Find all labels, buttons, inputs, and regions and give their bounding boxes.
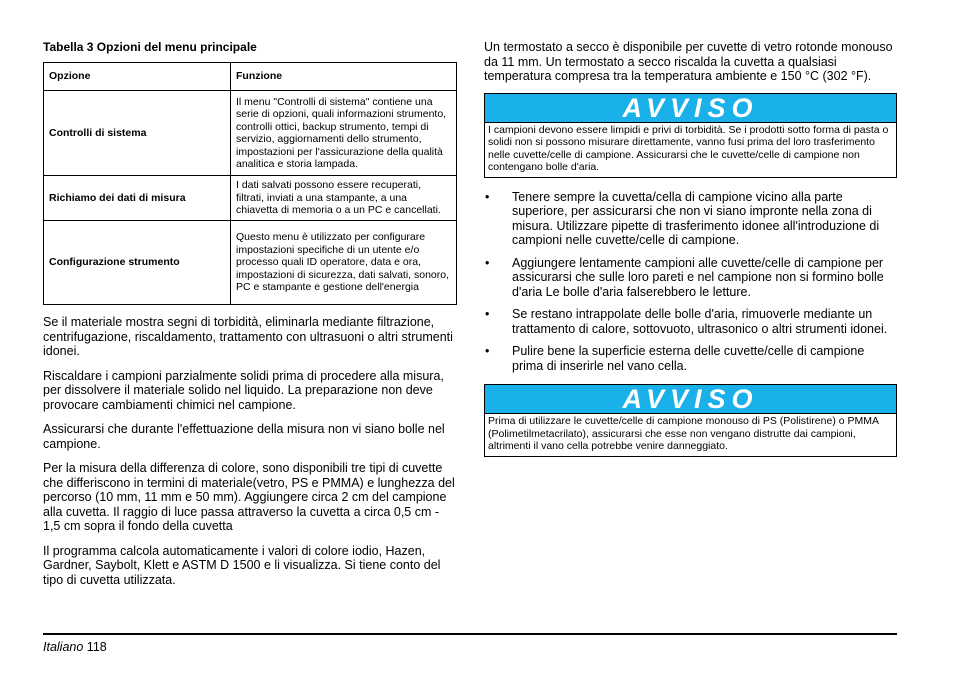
bullet-icon: • bbox=[485, 307, 490, 321]
function-cell: Il menu "Controlli di sistema" contiene una serie di opzioni, quali informazioni strumento, controlli ottici, backup strumento, tempi di servizio, aggiornamenti dello strumento, impostazioni per l'assicurazione della qualità analitica e storia lampada. bbox=[231, 91, 457, 176]
footer-divider bbox=[43, 633, 897, 635]
bullet-icon: • bbox=[485, 344, 490, 358]
function-cell: Questo menu è utilizzato per configurare impostazioni specifiche di un utente e/o processo quali ID operatore, data e ora, impostazioni di sicurezza, dati salvati, sonoro, PC e stampante e gestione dell'energia bbox=[231, 221, 457, 305]
paragraph: Assicurarsi che durante l'effettuazione della misura non vi siano bolle nel campione. bbox=[43, 422, 445, 451]
bullet-icon: • bbox=[485, 255, 490, 270]
notice-text: Prima di utilizzare le cuvette/celle di campione monouso di PS (Polistirene) o PMMA (Polimetilmetacrilato), assicurarsi che esse non vengano distrutte dai campioni, altrimenti il vano cella potrebbe venire danneggiato. bbox=[488, 415, 879, 452]
list-item bbox=[484, 256, 897, 300]
list-item-text: Tenere sempre la cuvetta/cella di campione vicino alla parte superiore, per assicurarsi che non vi siano impronte nella zona di misura. Utilizzare pipette di trasferimento idonee all'introduzione di campioni nelle cuvette/celle di campione. bbox=[512, 189, 880, 247]
paragraph: Riscaldare i campioni parzialmente solidi prima di procedere alla misura, per dissolvere il materiale solido nel liquido. La preparazione non deve provocare cambiamenti chimici nel campione. bbox=[43, 368, 444, 412]
option-cell: Richiamo dei dati di misura bbox=[44, 176, 231, 221]
column-header-function: Funzione bbox=[231, 63, 457, 91]
paragraph: Per la misura della differenza di colore, sono disponibili tre tipi di cuvette che differiscono in termini di materiale(vetro, PS e PMMA) e lunghezza del percorso (10 mm, 11 mm e 50 mm). Aggiungere circa 2 cm del campione alla cuvetta. Il raggio di luce passa attraverso la cuvetta a circa 0,5 cm - 1,5 cm sopra il fondo della cuvetta bbox=[43, 461, 455, 533]
notice-heading: AVVISO bbox=[485, 385, 896, 414]
notice-box bbox=[484, 384, 897, 457]
option-cell: Controlli di sistema bbox=[44, 91, 231, 176]
notice-text: I campioni devono essere limpidi e privi di torbidità. Se i prodotti sotto forma di pasta o solidi non si possono misurare direttamente, vanno fusi prima del loro trasferimento nelle cuvette/celle di campione. Assicurarsi che le cuvette/celle di campione non contengano bolle d'aria. bbox=[488, 123, 889, 173]
bullet-icon: • bbox=[485, 189, 490, 204]
column-header-option: Opzione bbox=[44, 63, 231, 91]
option-cell: Configurazione strumento bbox=[44, 221, 231, 305]
function-cell: I dati salvati possono essere recuperati, filtrati, inviati a una stampante, a una chiavetta di memoria o a un PC e cancellati. bbox=[231, 176, 457, 221]
notice-box bbox=[484, 93, 897, 178]
table-row bbox=[44, 91, 457, 176]
table-row bbox=[44, 221, 457, 305]
menu-options-table bbox=[43, 62, 457, 305]
notice-heading: AVVISO bbox=[485, 94, 896, 123]
list-item-text: Aggiungere lentamente campioni alle cuvette/celle di campione per assicurarsi che sulle loro pareti e nel campione non si formino bolle d'aria Le bolle d'aria falserebbero le letture. bbox=[512, 255, 884, 299]
paragraph: Il programma calcola automaticamente i valori di colore iodio, Hazen, Gardner, Saybolt, Klett e ASTM D 1500 e li visualizza. Si tiene conto del tipo di cuvetta utilizzata. bbox=[43, 543, 441, 587]
left-column bbox=[43, 40, 457, 597]
table-row bbox=[44, 176, 457, 221]
list-item-text: Pulire bene la superficie esterna delle cuvette/celle di campione prima di inserirle nel vano cella. bbox=[512, 344, 865, 373]
footer-language: Italiano bbox=[43, 640, 84, 654]
list-item bbox=[484, 307, 897, 336]
thermostat-paragraph: Un termostato a secco è disponibile per cuvette di vetro rotonde monouso da 11 mm. Un termostato a secco riscalda la cuvetta a qualsiasi temperatura compresa tra la temperatura ambiente e 150 °C (302 °F). bbox=[484, 40, 893, 83]
table-title: Tabella 3 Opzioni del menu principale bbox=[43, 40, 257, 54]
list-item bbox=[484, 190, 897, 248]
bullet-list bbox=[484, 190, 897, 374]
list-item-text: Se restano intrappolate delle bolle d'aria, rimuoverle mediante un trattamento di calore, sottovuoto, ultrasonico o altri strumenti idonei. bbox=[512, 307, 888, 336]
list-item bbox=[484, 344, 897, 373]
right-column bbox=[484, 40, 897, 469]
page-footer bbox=[43, 640, 107, 654]
page-number: 118 bbox=[86, 640, 107, 654]
paragraph: Se il materiale mostra segni di torbidità, eliminarla mediante filtrazione, centrifugazione, riscaldamento, trattamento con ultrasuoni o altri strumenti idonei. bbox=[43, 315, 453, 358]
table-header-row bbox=[44, 63, 457, 91]
